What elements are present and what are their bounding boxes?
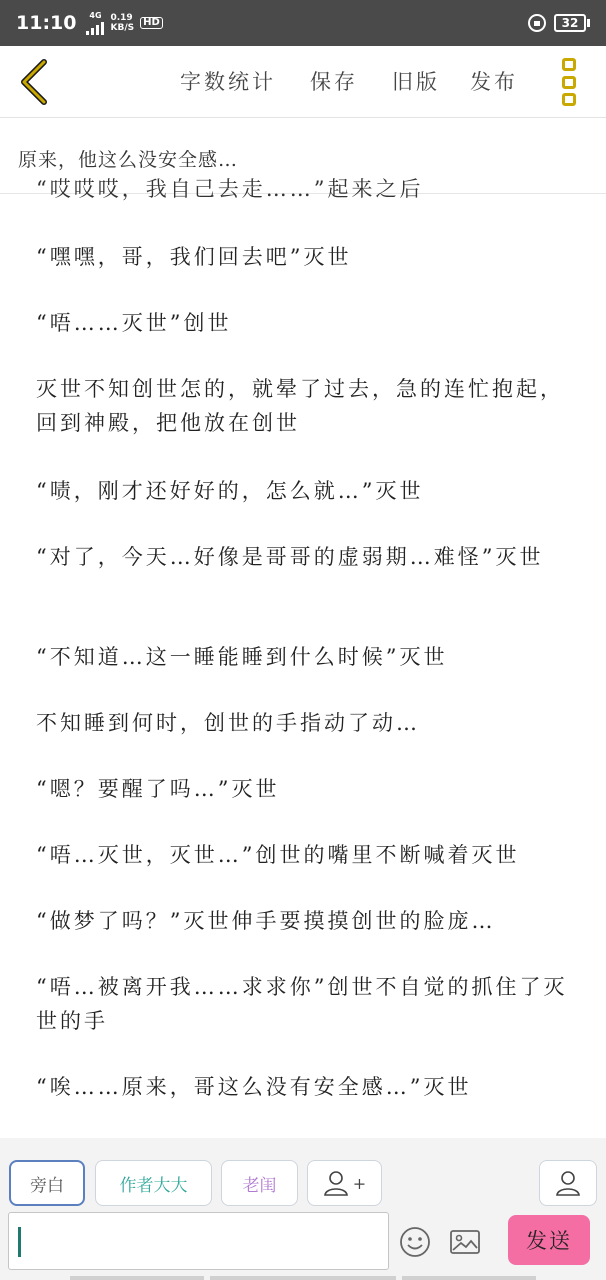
message-input[interactable] [8,1212,389,1270]
story-paragraph: 灭世不知创世怎的，就晕了过去，急的连忙抱起，回到神殿，把他放在创世 [36,377,564,435]
publish-button[interactable]: 发布 [470,70,518,94]
image-button[interactable] [449,1226,481,1258]
role-third-label: 老闺 [242,1175,277,1196]
signal-icon [86,21,104,35]
dialogue-input-panel [0,1138,606,1280]
role-third-button[interactable] [221,1160,298,1206]
story-paragraph: “嘿嘿，哥，我们回去吧”灭世 [36,245,352,269]
old-version-button[interactable]: 旧版 [392,70,440,94]
send-button[interactable] [508,1215,590,1265]
menu-dot-icon [562,76,576,89]
editor-toolbar [0,46,606,118]
story-paragraph: “不知道…这一睡能睡到什么时候”灭世 [36,645,448,669]
network-indicator [86,11,162,35]
story-paragraph: “唉……原来，哥这么没有安全感…”灭世 [36,1075,472,1099]
add-plus-label: + [352,1173,367,1193]
role-narrator-button[interactable] [9,1160,85,1206]
person-icon [555,1170,581,1196]
story-content[interactable] [0,177,606,1138]
story-paragraph: “对了，今天…好像是哥哥的虚弱期…难怪”灭世 [36,545,544,569]
story-paragraph: “哎哎哎，我自己去走……”起来之后 [36,177,424,201]
battery-icon [554,14,590,32]
send-label: 发送 [526,1229,572,1253]
character-manager-button[interactable] [539,1160,597,1206]
smiley-icon [399,1226,431,1258]
story-paragraph: “做梦了吗？”灭世伸手要摸摸创世的脸庞… [36,909,496,933]
battery-level: 32 [554,14,586,32]
hd-badge: HD [140,17,163,29]
add-role-button[interactable] [307,1160,382,1206]
speed-unit: KB/S [110,23,135,33]
nav-indicator [402,1276,536,1280]
story-paragraph: “唔……灭世”创世 [36,311,232,335]
network-speed [110,13,134,33]
person-icon [323,1170,349,1196]
story-paragraph: “啧，刚才还好好的，怎么就…”灭世 [36,479,424,503]
story-paragraph: 不知睡到何时，创世的手指动了动… [36,711,420,735]
story-paragraph: “嗯？要醒了吗…”灭世 [36,777,280,801]
rotation-lock-icon [528,14,546,32]
role-narrator-label: 旁白 [30,1175,64,1196]
menu-dot-icon [562,58,576,71]
menu-dot-icon [562,93,576,106]
back-button[interactable] [14,58,54,106]
chapter-title[interactable]: 原来，他这么没安全感… [0,118,606,194]
chevron-left-icon [14,58,54,106]
more-menu-button[interactable] [562,58,582,106]
text-caret [18,1227,21,1257]
speed-value: 0.19 [110,13,133,23]
story-paragraph: “唔…被离开我……求求你”创世不自觉的抓住了灭世的手 [36,975,568,1033]
emoji-button[interactable] [399,1226,431,1258]
word-count-button[interactable]: 字数统计 [180,70,276,94]
role-author-button[interactable] [95,1160,212,1206]
nav-indicator [210,1276,396,1280]
role-author-label: 作者大大 [119,1175,188,1196]
status-time: 11:10 [16,12,77,34]
image-icon [449,1226,481,1258]
network-type: 4G [89,11,102,20]
status-bar [0,0,606,46]
story-paragraph: “唔…灭世，灭世…”创世的嘴里不断喊着灭世 [36,843,520,867]
save-button[interactable]: 保存 [310,70,358,94]
nav-indicator [70,1276,204,1280]
